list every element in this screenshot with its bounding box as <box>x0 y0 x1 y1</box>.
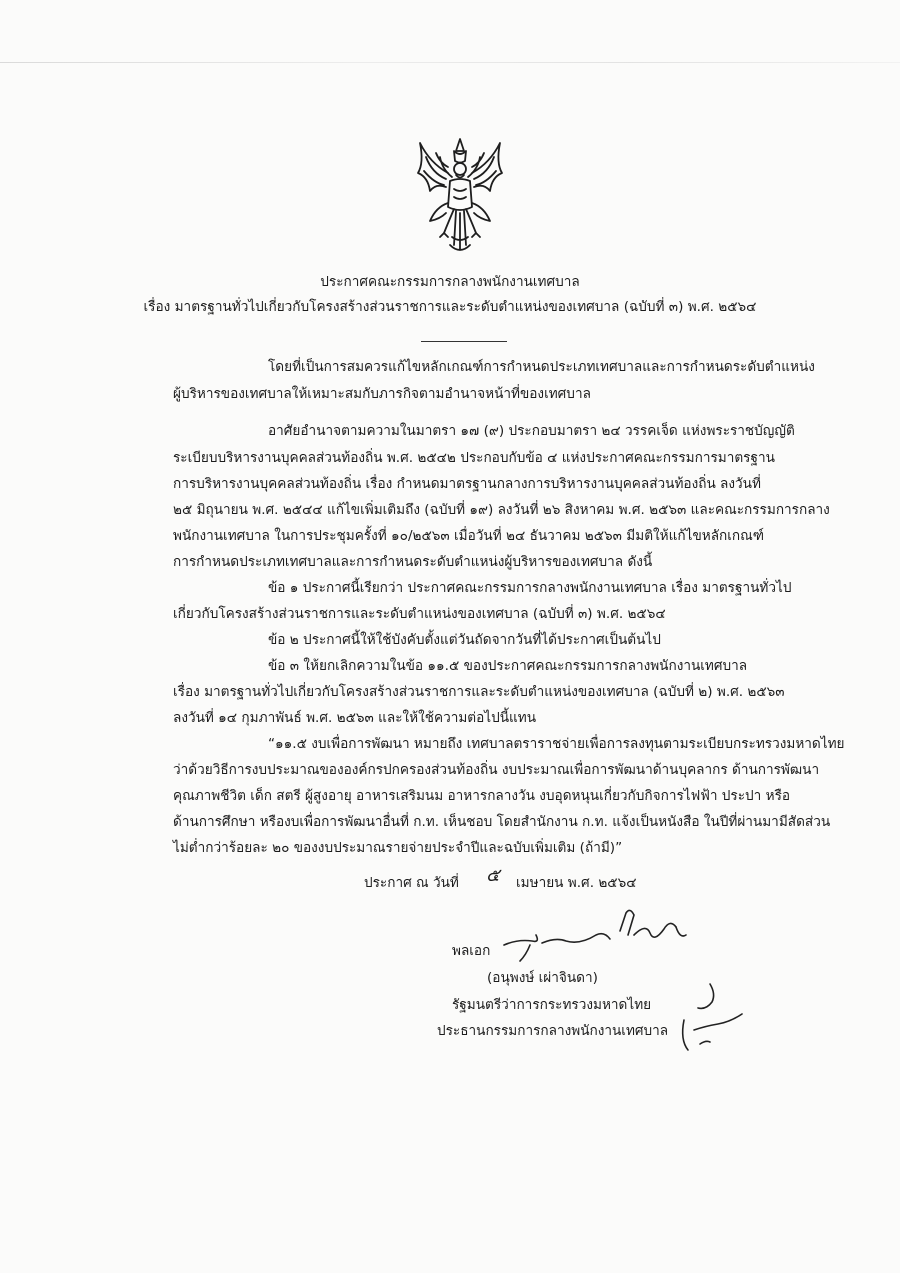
announcement-title: ประกาศคณะกรรมการกลางพนักงานเทศบาล <box>320 274 580 290</box>
clause3-line3: ลงวันที่ ๑๔ กุมภาพันธ์ พ.ศ. ๒๕๖๓ และให้ใช้ความต่อไปนี้แทน <box>173 710 537 726</box>
clause3-line2: เรื่อง มาตรฐานทั่วไปเกี่ยวกับโครงสร้างส่วนราชการและระดับตำแหน่งของเทศบาล (ฉบับที่ ๒) พ.ศ. ๒๕๖๓ <box>173 684 785 700</box>
para1-line1: โดยที่เป็นการสมควรแก้ไขหลักเกณฑ์การกำหนดประเภทเทศบาลและการกำหนดระดับตำแหน่ง <box>268 359 815 375</box>
signatory-name: (อนุพงษ์ เผ่าจินดา) <box>487 970 598 986</box>
clause2-line: ข้อ ๒ ประกาศนี้ให้ใช้บังคับตั้งแต่วันถัดจากวันที่ได้ประกาศเป็นต้นไป <box>268 632 661 648</box>
date-day-handwritten: ๕ <box>486 865 500 886</box>
garuda-emblem-icon <box>410 133 510 261</box>
para2-line4: ๒๕ มิถุนายน พ.ศ. ๒๕๔๔ แก้ไขเพิ่มเติมถึง (ฉบับที่ ๑๙) ลงวันที่ ๒๖ สิงหาคม พ.ศ. ๒๕๖๓ และคณะกรรมการกลาง <box>173 502 830 518</box>
para2-line5: พนักงานเทศบาล ในการประชุมครั้งที่ ๑๐/๒๕๖๓ เมื่อวันที่ ๒๔ ธันวาคม ๒๕๖๓ มีมติให้แก้ไขหลักเกณฑ์ <box>173 528 765 544</box>
initial-signature <box>670 980 750 1060</box>
signatory-position-2: ประธานกรรมการกลางพนักงานเทศบาล <box>437 1023 669 1039</box>
clause1-line1: ข้อ ๑ ประกาศนี้เรียกว่า ประกาศคณะกรรมการกลางพนักงานเทศบาล เรื่อง มาตรฐานทั่วไป <box>268 580 792 596</box>
signatory-position-1: รัฐมนตรีว่าการกระทรวงมหาดไทย <box>452 997 652 1013</box>
quote-line3: คุณภาพชีวิต เด็ก สตรี ผู้สูงอายุ อาหารเสริมนม อาหารกลางวัน งบอุดหนุนเกี่ยวกับกิจการไฟฟ้า ประปา หรือ <box>173 788 791 804</box>
para2-line2: ระเบียบบริหารงานบุคคลส่วนท้องถิ่น พ.ศ. ๒๕๔๒ ประกอบกับข้อ ๔ แห่งประกาศคณะกรรมการมาตรฐาน <box>173 450 775 466</box>
title-divider <box>421 341 507 342</box>
date-prefix: ประกาศ ณ วันที่ <box>364 875 459 891</box>
quote-line1: “๑๑.๕ งบเพื่อการพัฒนา หมายถึง เทศบาลตราราชจ่ายเพื่อการลงทุนตามระเบียบกระทรวงมหาดไทย <box>268 736 845 752</box>
minister-signature <box>500 905 700 967</box>
quote-line2: ว่าด้วยวิธีการงบประมาณขององค์กรปกครองส่วนท้องถิ่น งบประมาณเพื่อการพัฒนาด้านบุคลากร ด้านการพัฒนา <box>173 762 820 778</box>
clause3-line1: ข้อ ๓ ให้ยกเลิกความในข้อ ๑๑.๕ ของประกาศคณะกรรมการกลางพนักงานเทศบาล <box>268 658 748 674</box>
para1-line2: ผู้บริหารของเทศบาลให้เหมาะสมกับภารกิจตามอำนาจหน้าที่ของเทศบาล <box>173 386 591 402</box>
signatory-rank: พลเอก <box>452 943 491 959</box>
clause1-line2: เกี่ยวกับโครงสร้างส่วนราชการและระดับตำแหน่งของเทศบาล (ฉบับที่ ๓) พ.ศ. ๒๕๖๔ <box>173 606 666 622</box>
para2-line3: การบริหารงานบุคคลส่วนท้องถิ่น เรื่อง กำหนดมาตรฐานกลางการบริหารงานบุคคลส่วนท้องถิ่น ลงวันที่ <box>173 476 761 492</box>
para2-line1: อาศัยอำนาจตามความในมาตรา ๑๗ (๙) ประกอบมาตรา ๒๔ วรรคเจ็ด แห่งพระราชบัญญัติ <box>268 423 795 439</box>
scan-artifact-line <box>0 62 900 63</box>
date-suffix: เมษายน พ.ศ. ๒๕๖๔ <box>516 875 637 891</box>
announcement-subject: เรื่อง มาตรฐานทั่วไปเกี่ยวกับโครงสร้างส่วนราชการและระดับตำแหน่งของเทศบาล (ฉบับที่ ๓) พ.ศ. ๒๕๖๔ <box>143 299 757 315</box>
para2-line6: การกำหนดประเภทเทศบาลและการกำหนดระดับตำแหน่งผู้บริหารของเทศบาล ดังนี้ <box>173 554 653 570</box>
quote-line4: ด้านการศึกษา หรืองบเพื่อการพัฒนาอื่นที่ ก.ท. เห็นชอบ โดยสำนักงาน ก.ท. แจ้งเป็นหนังสือ ในปีที่ผ่านมามีสัดส่วน <box>173 814 831 830</box>
quote-line5: ไม่ต่ำกว่าร้อยละ ๒๐ ของงบประมาณรายจ่ายประจำปีและฉบับเพิ่มเติม (ถ้ามี)” <box>173 840 623 856</box>
